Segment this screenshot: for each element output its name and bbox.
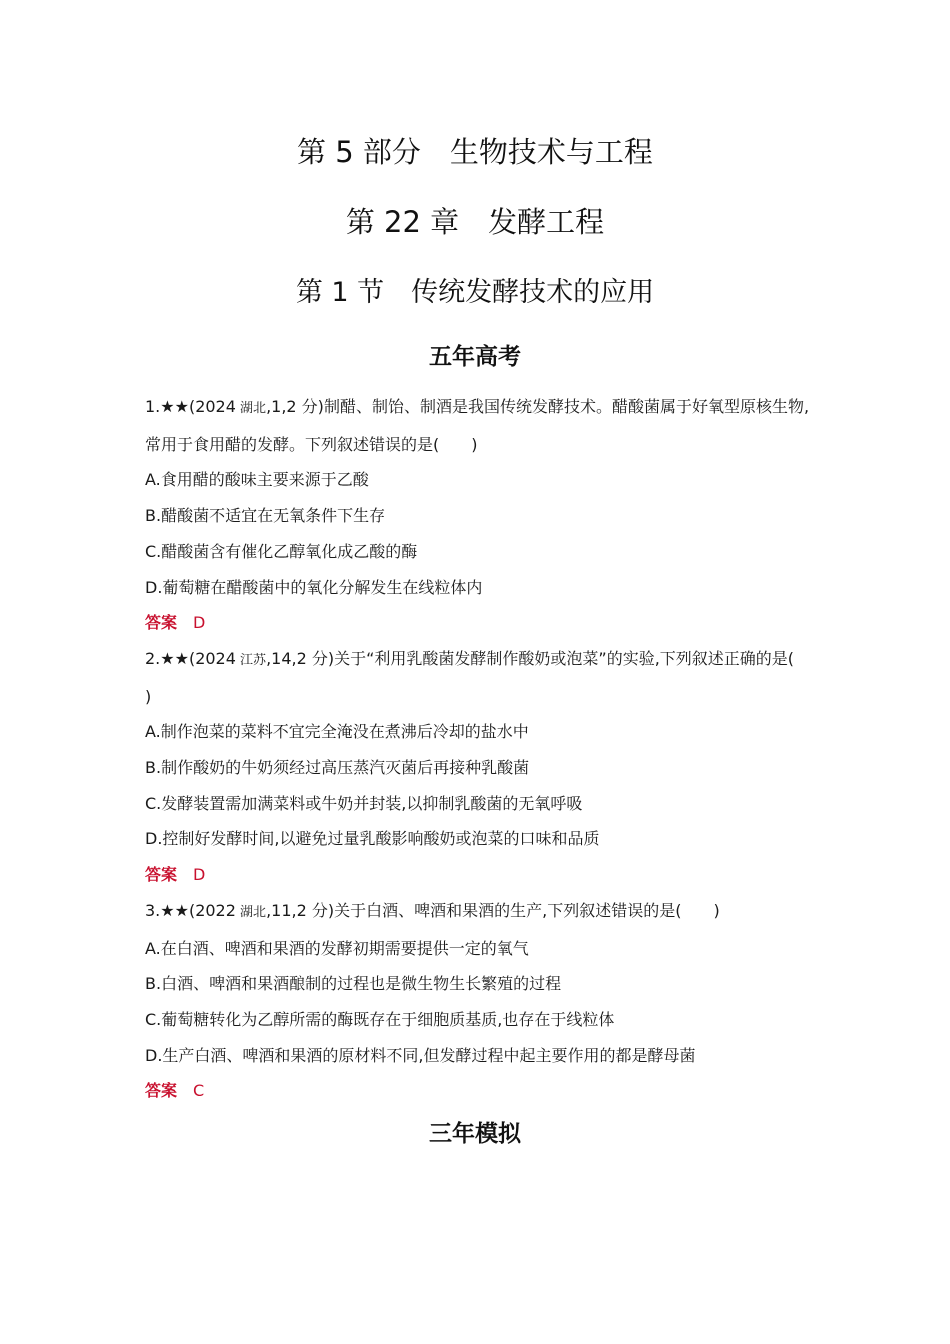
question-source-year: (2024 xyxy=(188,397,236,416)
question-stem xyxy=(145,641,827,714)
question-source-region: 湖北 xyxy=(235,401,267,416)
option-b: B.醋酸菌不适宜在无氧条件下生存 xyxy=(145,506,386,526)
question-stem xyxy=(145,893,810,931)
question-3 xyxy=(145,893,810,1109)
three-year-heading: 三年模拟 xyxy=(429,1121,521,1147)
question-list xyxy=(145,389,827,1109)
question-number: 3. xyxy=(145,900,161,920)
question-source-score: ,1,2 分) xyxy=(266,397,324,416)
question-text: 制醋、制饴、制酒是我国传统发酵技术。醋酸菌属于好氧型原核生物,常用于食用醋的发酵。下列叙述错误的是( ) xyxy=(145,397,810,454)
question-1 xyxy=(145,389,810,641)
option-a: A.食用醋的酸味主要来源于乙酸 xyxy=(145,470,369,490)
answer-label: 答案 xyxy=(145,613,178,633)
question-text: 关于白酒、啤酒和果酒的生产,下列叙述错误的是( ) xyxy=(334,900,720,920)
answer-label: 答案 xyxy=(145,865,178,885)
option-d: D.生产白酒、啤酒和果酒的原材料不同,但发酵过程中起主要作用的都是酵母菌 xyxy=(145,1045,696,1065)
question-source-region: 湖北 xyxy=(235,904,267,920)
section-title: 第 1 节 传统发酵技术的应用 xyxy=(295,277,655,308)
question-text: 关于“利用乳酸菌发酵制作酸奶或泡菜”的实验,下列叙述正确的是( ) xyxy=(145,648,827,706)
option-c: C.葡萄糖转化为乙醇所需的酶既存在于细胞质基质,也存在于线粒体 xyxy=(145,1009,615,1029)
option-c: C.醋酸菌含有催化乙醇氧化成乙酸的酶 xyxy=(145,541,418,561)
answer-value: D xyxy=(193,613,206,633)
question-source-score: ,14,2 分) xyxy=(266,648,335,668)
part-title: 第 5 部分 生物技术与工程 xyxy=(297,135,653,169)
option-a: A.制作泡菜的菜料不宜完全淹没在煮沸后冷却的盐水中 xyxy=(145,722,529,742)
difficulty-stars: ★★ xyxy=(160,397,189,416)
difficulty-stars: ★★ xyxy=(160,648,189,668)
difficulty-stars: ★★ xyxy=(160,900,189,920)
question-source-score: ,11,2 分) xyxy=(266,900,335,920)
question-source-year: (2022 xyxy=(188,900,236,920)
question-stem xyxy=(145,389,810,462)
five-year-heading: 五年高考 xyxy=(429,344,521,370)
option-b: B.制作酸奶的牛奶须经过高压蒸汽灭菌后再接种乳酸菌 xyxy=(145,758,530,778)
question-2 xyxy=(145,641,827,893)
option-d: D.控制好发酵时间,以避免过量乳酸影响酸奶或泡菜的口味和品质 xyxy=(145,829,600,849)
answer-line xyxy=(145,857,810,893)
answer-value: C xyxy=(193,1081,205,1101)
question-number: 1. xyxy=(145,397,161,416)
answer-label: 答案 xyxy=(145,1081,178,1101)
chapter-title: 第 22 章 发酵工程 xyxy=(345,205,605,239)
question-source-year: (2024 xyxy=(188,648,236,668)
answer-value: D xyxy=(193,865,206,885)
answer-line xyxy=(145,605,810,641)
question-source-region: 江苏 xyxy=(235,652,267,668)
option-c: C.发酵装置需加满菜料或牛奶并封装,以抑制乳酸菌的无氧呼吸 xyxy=(145,793,583,813)
option-b: B.白酒、啤酒和果酒酿制的过程也是微生物生长繁殖的过程 xyxy=(145,974,562,994)
question-number: 2. xyxy=(145,648,161,668)
option-a: A.在白酒、啤酒和果酒的发酵初期需要提供一定的氧气 xyxy=(145,938,529,958)
option-d: D.葡萄糖在醋酸菌中的氧化分解发生在线粒体内 xyxy=(145,577,483,597)
answer-line xyxy=(145,1073,810,1109)
